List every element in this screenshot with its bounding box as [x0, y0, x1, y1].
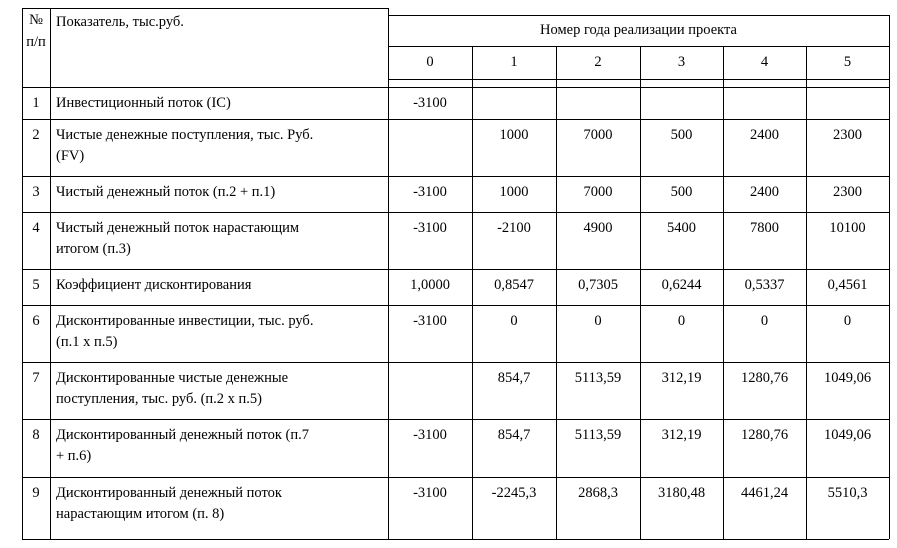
value-cell [472, 93, 556, 114]
year-header-2: 2 [594, 54, 602, 70]
year-header-1: 1 [510, 54, 518, 70]
value-cell: 312,19 [661, 427, 702, 443]
row-border [22, 87, 889, 88]
value-cell: -3100 [413, 427, 447, 443]
value-cell: 2868,3 [578, 485, 618, 501]
right-border [889, 15, 890, 539]
value-cell: 1280,76 [740, 427, 789, 443]
value-cell: -3100 [413, 485, 447, 501]
row-number: 7 [32, 370, 40, 386]
value-cell: 5113,59 [574, 427, 622, 443]
value-cell: 2300 [833, 184, 862, 200]
year-header-5: 5 [843, 54, 852, 70]
row-label: поступления, тыс. руб. (п.2 х п.5) [56, 391, 263, 407]
row-label: Дисконтированный денежный поток [56, 485, 282, 501]
value-cell: 7800 [750, 220, 779, 236]
row-label: Дисконтированный денежный поток (п.7 [56, 427, 309, 443]
value-cell: 0,7305 [578, 277, 618, 293]
value-cell [388, 368, 472, 389]
row-border [22, 212, 889, 213]
value-cell: 0 [510, 313, 518, 329]
num-header: № [29, 12, 43, 28]
value-cell: 1049,06 [823, 370, 872, 386]
value-cell: 2300 [833, 127, 862, 143]
value-cell: 2400 [750, 184, 779, 200]
row-number: 9 [32, 485, 40, 501]
value-cell: 0,5337 [744, 277, 785, 293]
value-cell [556, 93, 640, 114]
row-label: нарастающим итогом (п. 8) [56, 506, 225, 522]
value-cell: 500 [670, 184, 693, 200]
row-number: 8 [32, 427, 40, 443]
value-cell: 1049,06 [823, 427, 872, 443]
year-header-0: 0 [426, 54, 434, 70]
num-header-sub: п/п [26, 34, 46, 50]
row-label: (п.1 х п.5) [56, 334, 118, 350]
value-cell: 0 [843, 313, 852, 329]
value-cell: 5510,3 [827, 485, 868, 501]
value-cell: 3180,48 [657, 485, 706, 501]
value-cell: 7000 [583, 184, 613, 200]
value-cell: -3100 [413, 313, 447, 329]
row-border [22, 119, 889, 120]
row-border [22, 176, 889, 177]
value-cell: 5113,59 [574, 370, 622, 386]
row-border [22, 305, 889, 306]
value-cell: 1280,76 [740, 370, 789, 386]
value-cell: 312,19 [661, 370, 702, 386]
value-cell: 4461,24 [740, 485, 789, 501]
row-number: 4 [32, 220, 40, 236]
row-border [22, 477, 889, 478]
year-header-3: 3 [677, 54, 686, 70]
row-number: 1 [32, 95, 40, 111]
value-cell: -3100 [413, 220, 447, 236]
table-bottom-border [22, 539, 889, 540]
value-cell: -3100 [413, 184, 447, 200]
value-cell: 500 [670, 127, 693, 143]
indicator-header: Показатель, тыс.руб. [56, 14, 184, 30]
value-cell: 1,0000 [410, 277, 450, 293]
value-cell: 854,7 [497, 370, 531, 386]
value-cell: 0 [594, 313, 602, 329]
row-label: Чистый денежный поток (п.2 + п.1) [56, 184, 276, 200]
row-number: 2 [32, 127, 40, 143]
row-border [22, 269, 889, 270]
row-label: Коэффициент дисконтирования [56, 277, 252, 293]
year-header-bottom-border [388, 79, 889, 80]
row-number: 3 [32, 184, 40, 200]
row-label: Чистые денежные поступления, тыс. Руб. [56, 127, 314, 143]
value-cell: 5400 [667, 220, 696, 236]
row-number: 6 [32, 313, 40, 329]
value-cell: 10100 [829, 220, 866, 236]
value-cell [640, 93, 723, 114]
row-label: Инвестиционный поток (IC) [56, 95, 231, 111]
row-border [22, 419, 889, 420]
value-cell: -2100 [497, 220, 531, 236]
header-top-border [22, 8, 388, 9]
row-label: (FV) [56, 148, 85, 164]
value-cell: 1000 [499, 184, 529, 200]
row-border [22, 362, 889, 363]
value-cell: 0,4561 [827, 277, 868, 293]
value-cell: 0 [677, 313, 686, 329]
value-cell: 0,8547 [494, 277, 534, 293]
year-header-top-border [388, 15, 889, 16]
value-cell [388, 125, 472, 146]
row-number: 5 [32, 277, 40, 293]
year-header-4: 4 [760, 54, 769, 70]
value-cell [806, 93, 889, 114]
value-cell: -2245,3 [491, 485, 537, 501]
row-label: итогом (п.3) [56, 241, 131, 257]
year-header-mid-border [388, 46, 889, 47]
row-label: Чистый денежный поток нарастающим [56, 220, 300, 236]
value-cell: -3100 [413, 95, 447, 111]
year-group-header: Номер года реализации проекта [540, 22, 737, 38]
row-label: + п.6) [56, 448, 92, 464]
value-cell: 4900 [583, 220, 613, 236]
row-label: Дисконтированные чистые денежные [56, 370, 289, 386]
value-cell: 7000 [583, 127, 613, 143]
value-cell: 1000 [499, 127, 529, 143]
value-cell: 2400 [750, 127, 779, 143]
value-cell: 0 [760, 313, 769, 329]
row-label: Дисконтированные инвестиции, тыс. руб. [56, 313, 314, 329]
value-cell [723, 93, 806, 114]
value-cell: 0,6244 [661, 277, 702, 293]
value-cell: 854,7 [497, 427, 531, 443]
